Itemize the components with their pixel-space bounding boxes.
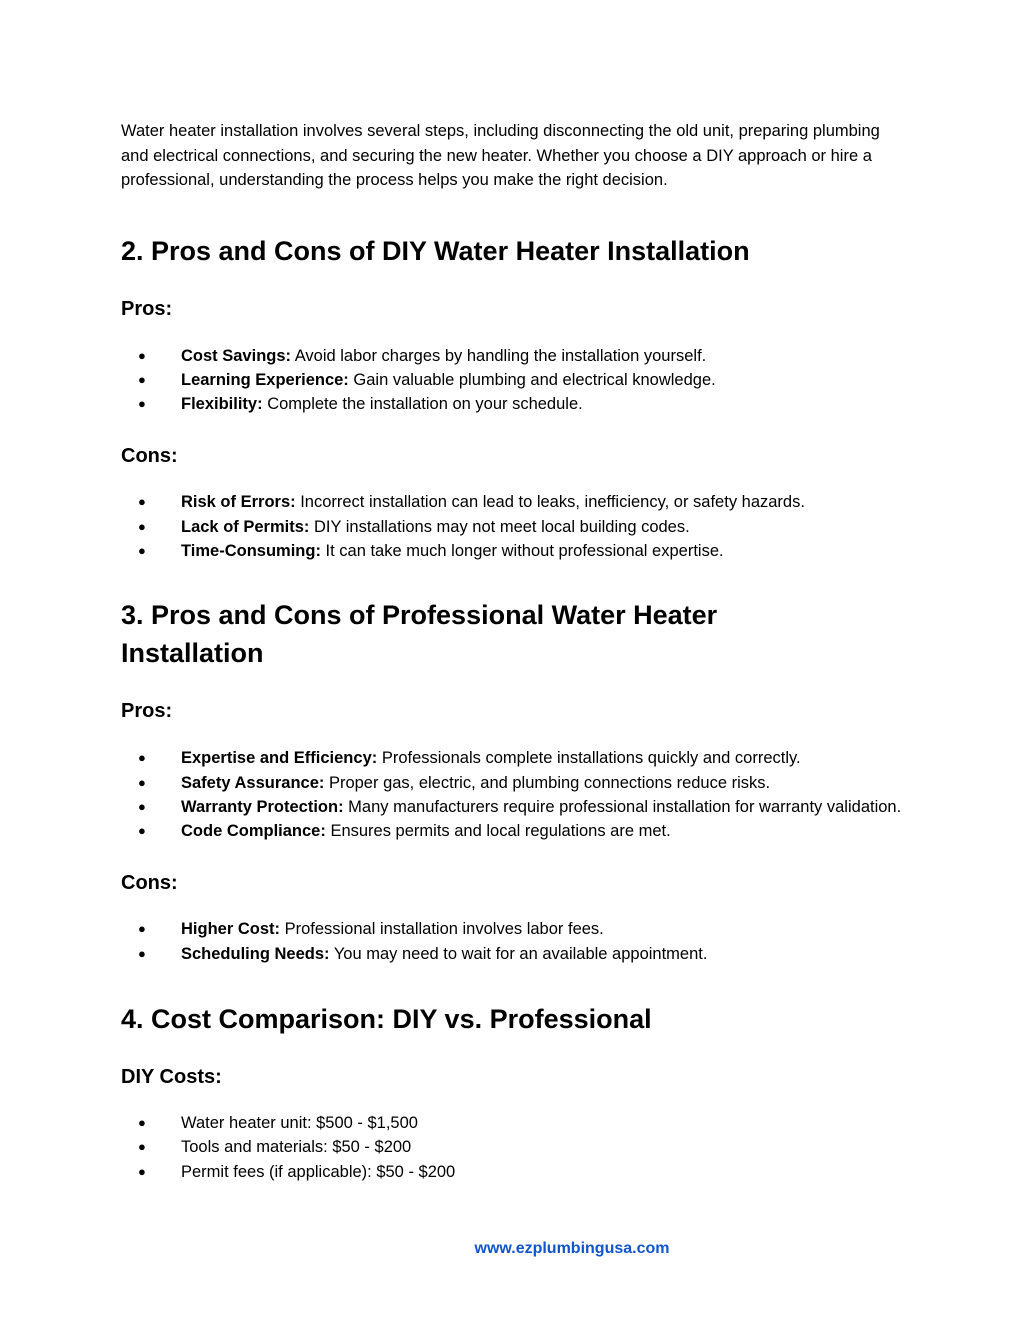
list-item-text: Proper gas, electric, and plumbing connections reduce risks. — [324, 773, 771, 792]
bullet-icon: ● — [138, 798, 146, 814]
section-3-heading: 3. Pros and Cons of Professional Water Heater Installation — [121, 600, 718, 669]
section-3-pros-heading: Pros: — [121, 700, 173, 723]
bullet-icon: ● — [138, 921, 146, 937]
bullet-icon: ● — [138, 371, 146, 387]
section-2-cons-list — [121, 490, 911, 563]
section-2-heading: 2. Pros and Cons of DIY Water Heater Installation — [121, 235, 750, 266]
section-3-cons-list — [121, 917, 911, 966]
list-item-text: Professionals complete installations quickly and correctly. — [377, 749, 801, 768]
list-item — [121, 515, 911, 539]
list-item-text: It can take much longer without professional expertise. — [320, 541, 724, 560]
intro-paragraph: Water heater installation involves several steps, including disconnecting the old unit, preparing plumbing and electrical connections, and securing the new heater. Whether you choose a DIY approach or hire a professional, understanding the process helps you make the right decision. — [121, 122, 880, 189]
list-item — [121, 539, 911, 563]
list-item — [121, 942, 911, 966]
list-item — [121, 819, 911, 843]
list-item-term: Higher Cost: — [181, 920, 280, 939]
bullet-icon: ● — [138, 1163, 146, 1179]
list-item-text: Water heater unit: $500 - $1,500 — [181, 1114, 418, 1133]
bullet-icon: ● — [138, 823, 146, 839]
list-item-term: Flexibility: — [181, 395, 263, 414]
list-item-text: Avoid labor charges by handling the installation yourself. — [291, 346, 707, 365]
section-4-heading: 4. Cost Comparison: DIY vs. Professional — [121, 1004, 652, 1035]
diy-costs-list — [121, 1111, 911, 1184]
section-3-cons-heading: Cons: — [121, 872, 178, 895]
list-item-text: Many manufacturers require professional installation for warranty validation. — [343, 797, 902, 816]
bullet-icon: ● — [138, 396, 146, 412]
bullet-icon: ● — [138, 945, 146, 961]
list-item-text: Permit fees (if applicable): $50 - $200 — [181, 1162, 456, 1181]
list-item — [121, 917, 911, 941]
list-item — [121, 771, 911, 795]
list-item — [121, 795, 911, 819]
list-item — [121, 1160, 911, 1184]
bullet-icon: ● — [138, 774, 146, 790]
list-item — [121, 392, 911, 416]
list-item-text: Ensures permits and local regulations are met. — [325, 822, 671, 841]
list-item — [121, 368, 911, 392]
list-item-term: Expertise and Efficiency: — [181, 749, 378, 768]
list-item-term: Learning Experience: — [181, 370, 349, 389]
list-item — [121, 1111, 911, 1135]
list-item-term: Safety Assurance: — [181, 773, 325, 792]
list-item-term: Cost Savings: — [181, 346, 292, 365]
bullet-icon: ● — [138, 750, 146, 766]
list-item-term: Scheduling Needs: — [181, 944, 330, 963]
list-item-term: Risk of Errors: — [181, 493, 296, 512]
list-item-term: Time-Consuming: — [181, 541, 321, 560]
list-item-text: Incorrect installation can lead to leaks, inefficiency, or safety hazards. — [295, 493, 805, 512]
diy-costs-heading: DIY Costs: — [121, 1066, 222, 1089]
footer — [0, 1240, 1024, 1258]
list-item — [121, 746, 911, 770]
bullet-icon: ● — [138, 542, 146, 558]
list-item-text: Professional installation involves labor fees. — [280, 920, 604, 939]
list-item-text: Complete the installation on your schedule. — [262, 395, 583, 414]
list-item — [121, 344, 911, 368]
bullet-icon: ● — [138, 347, 146, 363]
footer-website-link[interactable]: www.ezplumbingusa.com — [474, 1240, 670, 1257]
document-body — [121, 119, 911, 1184]
list-item-term: Code Compliance: — [181, 822, 326, 841]
section-2-pros-heading: Pros: — [121, 297, 173, 320]
list-item-term: Warranty Protection: — [181, 797, 344, 816]
list-item — [121, 1135, 911, 1159]
list-item — [121, 490, 911, 514]
bullet-icon: ● — [138, 518, 146, 534]
list-item-text: You may need to wait for an available appointment. — [329, 944, 708, 963]
section-2-cons-heading: Cons: — [121, 445, 178, 468]
list-item-text: Tools and materials: $50 - $200 — [181, 1138, 412, 1157]
list-item-term: Lack of Permits: — [181, 517, 310, 536]
bullet-icon: ● — [138, 1139, 146, 1155]
section-2-pros-list — [121, 344, 911, 417]
list-item-text: DIY installations may not meet local building codes. — [309, 517, 690, 536]
bullet-icon: ● — [138, 1115, 146, 1131]
bullet-icon: ● — [138, 494, 146, 510]
list-item-text: Gain valuable plumbing and electrical knowledge. — [348, 370, 716, 389]
section-3-pros-list — [121, 746, 911, 843]
